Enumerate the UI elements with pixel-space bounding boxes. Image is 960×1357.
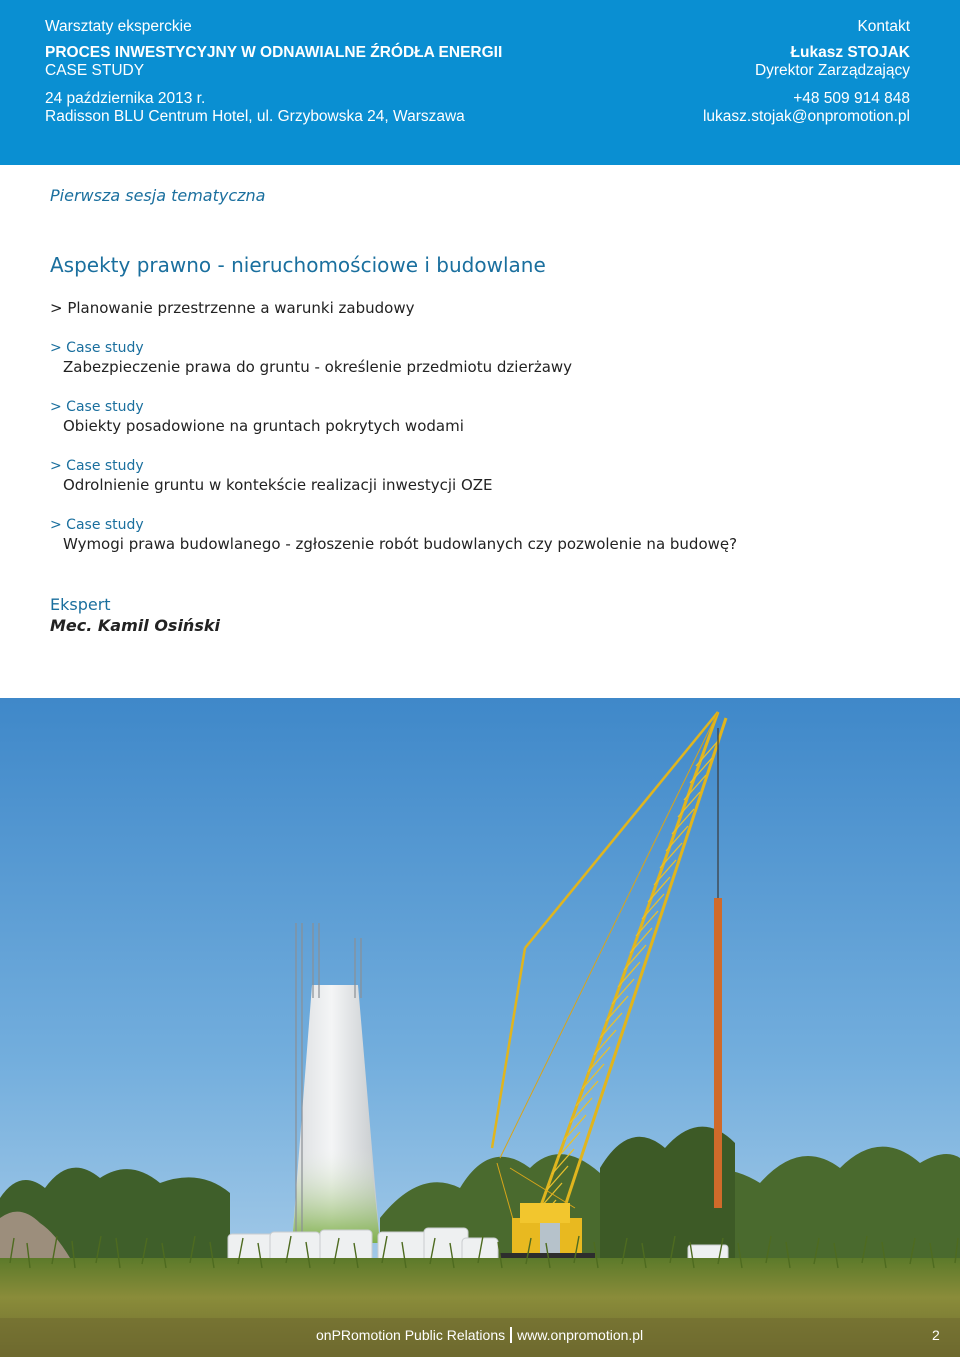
case-study-label: > Case study [50, 399, 144, 415]
case-study-text: Obiekty posadowione na gruntach pokrytych wodami [63, 417, 464, 435]
contact-name: Łukasz STOJAK [790, 44, 910, 61]
footer-separator [510, 1327, 512, 1343]
event-title: PROCES INWESTYCYJNY W ODNAWIALNE ŹRÓDŁA ENERGII [45, 44, 503, 61]
case-study-text: Zabezpieczenie prawa do gruntu - określenie przedmiotu dzierżawy [63, 358, 573, 376]
header-band [0, 0, 960, 165]
event-date: 24 października 2013 r. [45, 90, 206, 107]
program-content [50, 186, 930, 635]
expert-label: Ekspert [50, 595, 111, 614]
contact-email[interactable]: lukasz.stojak@onpromotion.pl [702, 108, 910, 125]
event-subtitle: Warsztaty eksperckie [45, 18, 192, 35]
case-study-label: > Case study [50, 340, 144, 356]
contact-label: Kontakt [857, 18, 910, 35]
case-study-text: Wymogi prawa budowlanego - zgłoszenie robót budowlanych czy pozwolenie na budowę? [63, 535, 738, 553]
contact-role: Dyrektor Zarządzający [754, 62, 910, 79]
case-study-label: > Case study [50, 517, 144, 533]
event-info [45, 18, 502, 126]
session-title: Pierwsza sesja tematyczna [50, 186, 266, 205]
page-number: 2 [932, 1327, 940, 1343]
case-study-text: Odrolnienie gruntu w kontekście realizacji inwestycji OZE [63, 476, 493, 494]
expert-name: Mec. Kamil Osiński [50, 616, 220, 635]
footer-website[interactable]: www.onpromotion.pl [517, 1327, 644, 1343]
event-case-label: CASE STUDY [45, 62, 145, 79]
page-footer [0, 1325, 960, 1345]
agenda-item: > Planowanie przestrzenne a warunki zabudowy [50, 299, 415, 317]
case-study-label: > Case study [50, 458, 144, 474]
topic-title: Aspekty prawno - nieruchomościowe i budowlane [50, 253, 546, 277]
contact-info [703, 18, 910, 126]
contact-phone: +48 509 914 848 [793, 90, 910, 107]
event-venue: Radisson BLU Centrum Hotel, ul. Grzybowska 24, Warszawa [45, 108, 465, 125]
wind-turbine-construction-photo [0, 698, 960, 1357]
footer-company: onPRomotion Public Relations [316, 1327, 506, 1343]
